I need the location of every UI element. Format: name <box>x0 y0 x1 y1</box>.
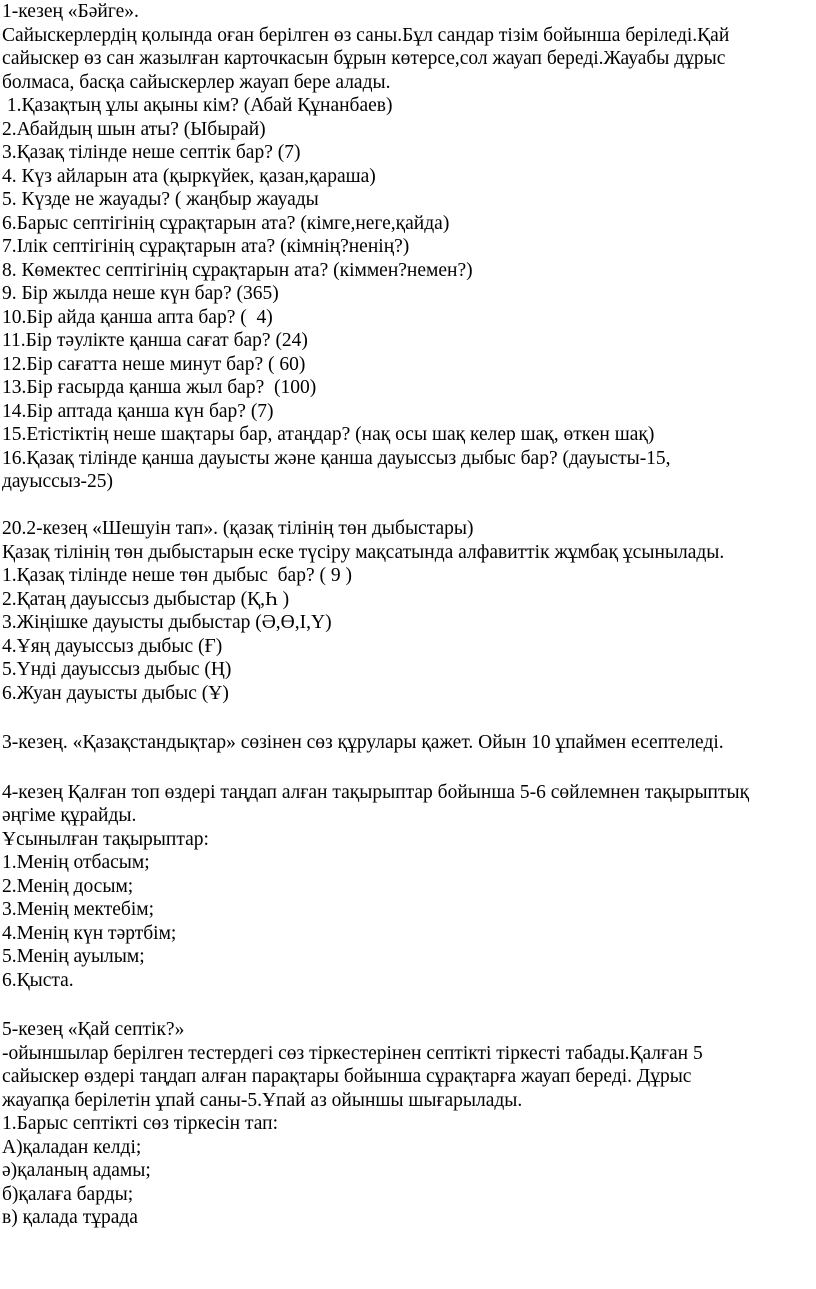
stage4-topic: 1.Менің отбасым; <box>2 852 150 873</box>
stage1-question: 14.Бір аптада қанша күн бар? (7) <box>2 400 274 422</box>
stage1-question: 6.Барыс септігінің сұрақтарын ата? (кімге,неге,қайда) <box>2 212 450 234</box>
stage2-question: 3.Жіңішке дауысты дыбыстар (Ә,Ө,І,Ү) <box>2 612 332 633</box>
stage1-title: 1-кезең «Бәйге». <box>2 1 139 22</box>
stage1-question: 2.Абайдың шын аты? (Ыбырай) <box>2 118 266 140</box>
stage5-question: 1.Барыс септікті сөз тіркесін тап: <box>2 1113 279 1134</box>
stage4-text-line: әңгіме құрайды. <box>2 805 137 826</box>
stage4-topic: 4.Менің күн тәртбім; <box>2 922 177 944</box>
stage1-question: 16.Қазақ тілінде қанша дауысты және қанша дауыссыз дыбыс бар? (дауысты-15, <box>2 447 671 469</box>
stage2-title: 20.2-кезең «Шешуін тап». (қазақ тілінің төн дыбыстары) <box>2 518 474 539</box>
stage4-text-line: 4-кезең Қалған топ өздері таңдап алған тақырыптар бойынша 5-6 сөйлемнен тақырыптық <box>2 781 750 803</box>
stage1-question: 9. Бір жылда неше күн бар? (365) <box>2 283 279 304</box>
stage2-question: 6.Жуан дауысты дыбыс (Ұ) <box>2 682 229 704</box>
stage4-topics-label: Ұсынылған тақырыптар: <box>2 828 209 850</box>
paragraph-gap <box>2 494 810 518</box>
stage5-option: ә)қаланың адамы; <box>2 1160 151 1181</box>
stage5-intro-line: сайыскер өздері таңдап алған парақтары бойынша сұрақтарға жауап береді. Дұрыс <box>2 1066 692 1087</box>
stage1-intro-line: Сайыскерлердің қолында оған берілген өз саны.Бұл сандар тізім бойынша беріледі.Қай <box>2 24 730 46</box>
stage1-intro-line: болмаса, басқа сайыскерлер жауап бере алады. <box>2 71 391 93</box>
stage1-question: 8. Көмектес септігінің сұрақтарын ата? (кіммен?немен?) <box>2 259 473 281</box>
stage2-question: 2.Қатаң дауыссыз дыбыстар (Қ,Һ ) <box>2 588 290 610</box>
stage2-intro: Қазақ тілінің төн дыбыстарын еске түсіру мақсатында алфавиттік жұмбақ ұсынылады. <box>2 541 725 563</box>
paragraph-gap <box>2 705 810 731</box>
stage1-question: 4. Күз айларын ата (қыркүйек, қазан,қараша) <box>2 165 376 187</box>
stage5-option: б)қалаға барды; <box>2 1183 134 1205</box>
stage5-intro-line: жауапқа берілетін ұпай саны-5.Ұпай аз ойыншы шығарылады. <box>2 1089 523 1111</box>
stage1-question: 12.Бір сағатта неше минут бар? ( 60) <box>2 353 306 375</box>
stage1-question: дауыссыз-25) <box>2 471 114 492</box>
stage1-question: 7.Ілік септігінің сұрақтарын ата? (кімнің?ненің?) <box>2 236 410 257</box>
stage5-option: в) қалада тұрада <box>2 1207 138 1228</box>
stage2-question: 5.Үнді дауыссыз дыбыс (Ң) <box>2 659 232 680</box>
stage1-question: 10.Бір айда қанша апта бар? ( 4) <box>2 306 273 328</box>
stage4-topic: 6.Қыста. <box>2 969 74 991</box>
stage3-text: 3-кезең. «Қазақстандықтар» сөзінен сөз құрулары қажет. Ойын 10 ұпаймен есептеледі. <box>2 732 724 753</box>
stage1-question: 13.Бір ғасырда қанша жыл бар? (100) <box>2 377 317 398</box>
paragraph-gap <box>2 992 810 1018</box>
stage1-question: 3.Қазақ тілінде неше септік бар? (7) <box>2 142 301 163</box>
stage4-topic: 2.Менің досым; <box>2 875 134 897</box>
stage1-question: 5. Күзде не жауады? ( жаңбыр жауады <box>2 189 319 210</box>
stage2-question: 4.Ұяң дауыссыз дыбыс (Ғ) <box>2 635 223 657</box>
stage1-question: 1.Қазақтың ұлы ақыны кім? (Абай Құнанбаев) <box>2 95 393 116</box>
stage4-topic: 5.Менің ауылым; <box>2 946 145 967</box>
stage5-option: А)қаладан келді; <box>2 1136 142 1158</box>
stage5-intro-line: -ойыншылар берілген тестердегі сөз тіркестерінен септікті тіркесті табады.Қалған 5 <box>2 1042 703 1064</box>
paragraph-gap <box>2 755 810 781</box>
stage5-title: 5-кезең «Қай септік?» <box>2 1019 185 1040</box>
stage2-question: 1.Қазақ тілінде неше төн дыбыс бар? ( 9 ) <box>2 565 352 586</box>
stage1-intro-line: сайыскер өз сан жазылған карточкасын бұрын көтерсе,сол жауап береді.Жауабы дұрыс <box>2 48 726 69</box>
stage4-topic: 3.Менің мектебім; <box>2 899 155 920</box>
stage1-question: 15.Етістіктің неше шақтары бар, атаңдар? (нақ осы шақ келер шақ, өткен шақ) <box>2 424 655 445</box>
stage1-question: 11.Бір тәулікте қанша сағат бар? (24) <box>2 330 308 351</box>
